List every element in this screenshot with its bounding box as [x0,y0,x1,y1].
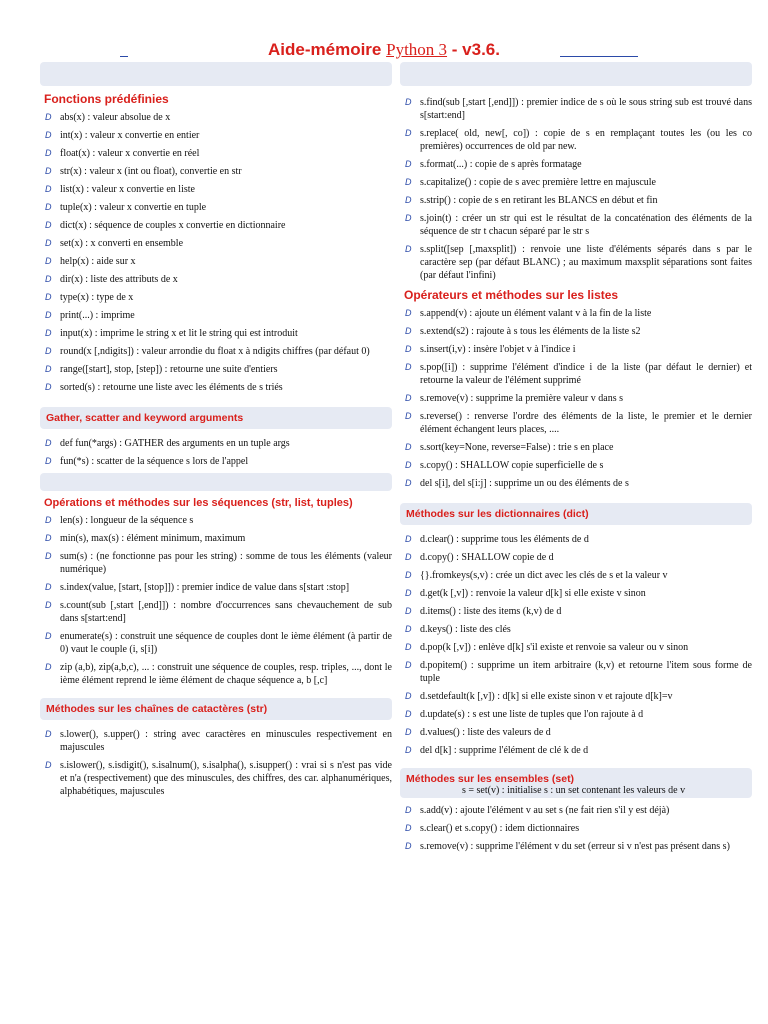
strings-list [40,728,392,798]
list-item [40,183,392,196]
list-item [400,96,752,122]
item-text: s.format(...) : copie de s après formatage [420,159,582,170]
bullet-icon: D [45,551,52,561]
item-text: dict(x) : séquence de couples x convertie en dictionnaire [60,220,286,231]
list-item [40,759,392,798]
lists-heading: Opérateurs et méthodes sur les listes [404,288,619,302]
right-column [400,62,752,858]
list-item [400,392,752,405]
list-item [40,599,392,625]
list-item [400,641,752,654]
bullet-icon: D [45,515,52,525]
list-item [400,441,752,454]
bullet-icon: D [405,745,412,755]
item-text: s.pop([i]) : supprime l'élément d'indice i de la liste (par défaut le dernier) et retourne la valeur de l'élément supprimé [420,362,752,386]
section-bar [400,62,752,86]
dicts-heading: Méthodes sur les dictionnaires (dict) [400,503,752,525]
sets-subtitle: s = set(v) : initialise s : un set contenant les valeurs de v [462,785,686,796]
bullet-icon: D [45,220,52,230]
item-text: len(s) : longueur de la séquence s [60,515,194,526]
item-text: sum(s) : (ne fonctionne pas pour les string) : somme de tous les éléments (valeur numérique) [60,551,392,575]
bullet-icon: D [45,582,52,592]
item-text: d.pop(k [,v]) : enlève d[k] s'il existe et renvoie sa valeur ou v sinon [420,642,689,653]
list-item [40,273,392,286]
item-text: {}.fromkeys(s,v) : crée un dict avec les clés de s et la valeur v [420,570,668,581]
bullet-icon: D [45,456,52,466]
list-item [40,532,392,545]
item-text: d.values() : liste des valeurs de d [420,727,551,738]
item-text: s.insert(i,v) : insère l'objet v à l'indice i [420,344,576,355]
list-item [400,587,752,600]
item-text: s.remove(v) : supprime la première valeur v dans s [420,393,623,404]
section-bar [40,62,392,86]
list-item [40,129,392,142]
list-item [400,194,752,207]
list-item [40,437,392,450]
bullet-icon: D [45,364,52,374]
bullet-icon: D [405,97,412,107]
bullet-icon: D [45,533,52,543]
builtins-list [40,111,392,394]
list-item [40,111,392,124]
list-item [400,176,752,189]
item-text: round(x [,ndigits]) : valeur arrondie du float x à ndigits chiffres (par défaut 0) [60,346,370,357]
list-item [400,158,752,171]
item-text: s.index(value, [start, [stop]]) : premier indice de value dans s[start :stop] [60,582,350,593]
list-item [40,147,392,160]
bullet-icon: D [405,478,412,488]
list-item [400,477,752,490]
item-text: d.setdefault(k [,v]) : d[k] si elle existe sinon v et rajoute d[k]=v [420,691,673,702]
list-item [400,551,752,564]
strings2-list [400,96,752,282]
list-item [400,840,752,853]
bullet-icon: D [45,346,52,356]
item-text: s.remove(v) : supprime l'élément v du set (erreur si v n'est pas présent dans s) [420,841,730,852]
bullet-icon: D [45,310,52,320]
bullet-icon: D [45,166,52,176]
bullet-icon: D [45,382,52,392]
item-text: tuple(x) : valeur x convertie en tuple [60,202,207,213]
item-text: s.reverse() : renverse l'ordre des éléments de la liste, le premier et le dernier élément échangent leurs places, .... [420,411,752,435]
bullet-icon: D [405,606,412,616]
bullet-icon: D [45,292,52,302]
bullet-icon: D [405,691,412,701]
bullet-icon: D [45,662,52,672]
title-underline-right [560,56,638,57]
item-text: s.join(t) : créer un str qui est le résultat de la concaténation des éléments de la séquence de str t chacun séparé par le str s [420,213,752,237]
lists-list [400,307,752,490]
list-item [40,219,392,232]
bullet-icon: D [405,552,412,562]
bullet-icon: D [405,411,412,421]
item-text: enumerate(s) : construit une séquence de couples dont le ième élément (à partir de 0) vaut le couple (i, s[i]) [60,631,392,655]
gather-list [40,437,392,468]
list-item [400,708,752,721]
bullet-icon: D [405,534,412,544]
sets-list [400,804,752,853]
sets-heading [400,768,752,798]
title-underline-left [120,56,128,57]
list-item [400,243,752,282]
list-item [400,623,752,636]
list-item [40,255,392,268]
item-text: d.clear() : supprime tous les éléments de d [420,534,589,545]
item-text: s.count(sub [,start [,end]]) : nombre d'occurrences sans chevauchement de sub dans s[start:end] [60,600,392,624]
item-text: d.get(k [,v]) : renvoie la valeur d[k] si elle existe v sinon [420,588,646,599]
item-text: s.clear() et s.copy() : idem dictionnaires [420,823,580,834]
bullet-icon: D [405,362,412,372]
list-item [40,309,392,322]
bullet-icon: D [45,202,52,212]
list-item [40,345,392,358]
strings-heading: Méthodes sur les chaînes de catactères (str) [40,698,392,720]
bullet-icon: D [405,177,412,187]
bullet-icon: D [405,727,412,737]
list-item [400,659,752,685]
bullet-icon: D [405,709,412,719]
item-text: d.popitem() : supprime un item arbitraire (k,v) et retourne l'item sous forme de tuple [420,660,752,684]
item-text: range([start], stop, [step]) : retourne une suite d'entiers [60,364,278,375]
list-item [40,455,392,468]
bullet-icon: D [405,344,412,354]
bullet-icon: D [45,760,52,770]
item-text: def fun(*args) : GATHER des arguments en un tuple args [60,438,290,449]
bullet-icon: D [45,256,52,266]
bullet-icon: D [405,588,412,598]
list-item [400,690,752,703]
bullet-icon: D [405,195,412,205]
list-item [400,343,752,356]
item-text: fun(*s) : scatter de la séquence s lors de l'appel [60,456,249,467]
item-text: s.capitalize() : copie de s avec première lettre en majuscule [420,177,656,188]
item-text: s.sort(key=None, reverse=False) : trie s en place [420,442,614,453]
item-text: input(x) : imprime le string x et lit le string qui est introduit [60,328,298,339]
item-text: dir(x) : liste des attributs de x [60,274,178,285]
item-text: d.copy() : SHALLOW copie de d [420,552,554,563]
list-item [40,363,392,376]
item-text: d.items() : liste des items (k,v) de d [420,606,562,617]
list-item [400,459,752,472]
bullet-icon: D [405,442,412,452]
title-python: Pуthon 3 [386,40,448,59]
item-text: zip (a,b), zip(a,b,c), ... : construit une séquence de couples, resp. triples, ..., dont le ième élément reprend le ième élément de chaque séquence a, b [,c] [60,662,392,686]
list-item [40,237,392,250]
bullet-icon: D [45,729,52,739]
bullet-icon: D [405,841,412,851]
bullet-icon: D [405,823,412,833]
bullet-icon: D [405,805,412,815]
bullet-icon: D [45,631,52,641]
sequences-heading: Opérations et méthodes sur les séquences (str, list, tuples) [44,497,353,509]
item-text: s.copy() : SHALLOW copie superficielle de s [420,460,604,471]
item-text: str(x) : valeur x (int ou float), convertie en str [60,166,242,177]
bullet-icon: D [45,184,52,194]
item-text: s.replace( old, new[, co]) : copie de s en remplaçant toutes les (ou les co premières) occurrences de old par new. [420,128,752,152]
list-item [40,630,392,656]
bullet-icon: D [405,159,412,169]
list-item [400,307,752,320]
title-suffix: - v3.6. [447,40,500,59]
list-item [40,728,392,754]
item-text: s.strip() : copie de s en retirant les BLANCS en début et fin [420,195,658,206]
list-item [400,822,752,835]
bullet-icon: D [405,308,412,318]
bullet-icon: D [45,438,52,448]
item-text: int(x) : valeur x convertie en entier [60,130,200,141]
bullet-icon: D [405,213,412,223]
builtins-heading: Fonctions prédéfinies [44,92,169,106]
item-text: s.islower(), s.isdigit(), s.isalnum(), s.isalpha(), s.isupper() : vrai si s n'est pas vide et n'a (respectivement) que des minuscules, des chiffres, des car. alphanumériques, alphabétiques, majuscules [60,760,392,797]
list-item [40,327,392,340]
item-text: sorted(s) : retourne une liste avec les éléments de s triés [60,382,283,393]
list-item [400,410,752,436]
item-text: s.lower(), s.upper() : string avec caractères en minuscules respectivement en majuscules [60,729,392,753]
item-text: d.update(s) : s est une liste de tuples que l'on rajoute à d [420,709,644,720]
bullet-icon: D [45,328,52,338]
bullet-icon: D [405,393,412,403]
item-text: print(...) : imprime [60,310,135,321]
bullet-icon: D [45,600,52,610]
list-item [400,569,752,582]
list-item [40,201,392,214]
bullet-icon: D [45,130,52,140]
list-item [400,212,752,238]
bullet-icon: D [405,642,412,652]
item-text: float(x) : valeur x convertie en réel [60,148,200,159]
left-column [40,62,392,803]
bullet-icon: D [405,326,412,336]
bullet-icon: D [405,624,412,634]
sequences-list [40,514,392,687]
item-text: d.keys() : liste des clés [420,624,511,635]
item-text: list(x) : valeur x convertie en liste [60,184,195,195]
list-item [40,581,392,594]
item-text: s.extend(s2) : rajoute à s tous les éléments de la liste s2 [420,326,641,337]
bullet-icon: D [405,244,412,254]
list-item [40,165,392,178]
list-item [40,661,392,687]
list-item [40,291,392,304]
bullet-icon: D [405,660,412,670]
bullet-icon: D [405,128,412,138]
item-text: type(x) : type de x [60,292,134,303]
section-bar [40,473,392,491]
bullet-icon: D [405,570,412,580]
item-text: s.split([sep [,maxsplit]) : renvoie une liste d'éléments séparés dans s par le caractère sep (par défaut BLANC) ; au maximum maxsplit séparations sont faites (par défaut l'infini) [420,244,752,281]
dicts-list [400,533,752,757]
bullet-icon: D [405,460,412,470]
item-text: set(x) : x converti en ensemble [60,238,184,249]
list-item [40,381,392,394]
list-item [400,804,752,817]
item-text: del s[i], del s[i:j] : supprime un ou des éléments de s [420,478,629,489]
list-item [400,744,752,757]
title-prefix: Aide-mémoire [268,40,387,59]
list-item [400,533,752,546]
bullet-icon: D [45,148,52,158]
item-text: s.append(v) : ajoute un élément valant v à la fin de la liste [420,308,652,319]
item-text: s.find(sub [,start [,end]]) : premier indice de s où le sous string sub est trouvé dans s[start:end] [420,97,752,121]
list-item [40,550,392,576]
item-text: s.add(v) : ajoute l'élément v au set s (ne fait rien s'il y est déjà) [420,805,670,816]
list-item [400,605,752,618]
item-text: help(x) : aide sur x [60,256,136,267]
list-item [400,325,752,338]
bullet-icon: D [45,274,52,284]
bullet-icon: D [45,238,52,248]
sets-heading-label: Méthodes sur les ensembles (set) [406,773,575,785]
item-text: min(s), max(s) : élément minimum, maximum [60,533,246,544]
page-title [0,40,768,60]
list-item [40,514,392,527]
list-item [400,127,752,153]
item-text: abs(x) : valeur absolue de x [60,112,171,123]
bullet-icon: D [45,112,52,122]
list-item [400,726,752,739]
list-item [400,361,752,387]
gather-heading: Gather, scatter and keyword arguments [40,407,392,429]
item-text: del d[k] : supprime l'élément de clé k de d [420,745,589,756]
